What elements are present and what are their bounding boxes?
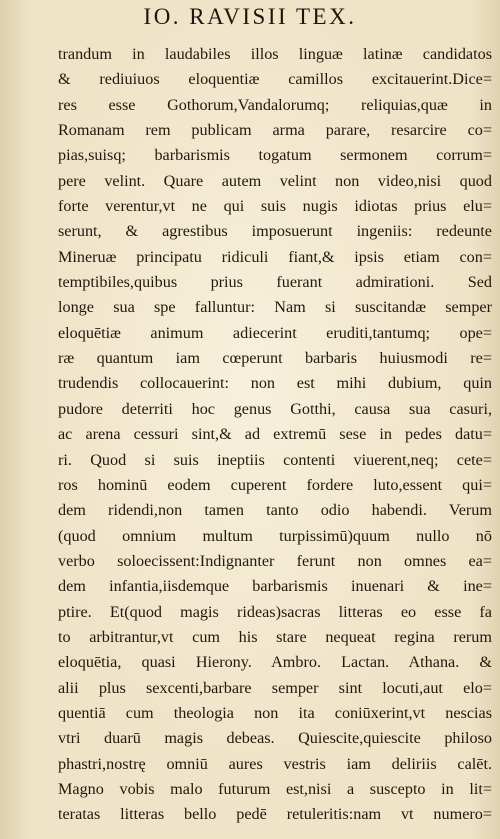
text-line: trandum in laudabiles illos linguæ latinæ candidatos <box>58 45 492 63</box>
text-line: forte verentur,vt ne qui suis nugis idiotas prius elu= <box>58 197 492 216</box>
text-line: res esse Gothorum,Vandalorumq; reliquias,quæ in <box>58 95 492 114</box>
text-line: eloquētiæ animum adiecerint eruditi,tantumq; ope= <box>58 323 492 342</box>
text-line: dem ridendi,non tamen tanto odio habendi. Verum <box>58 501 492 520</box>
text-line: pias,suisq; barbarismis togatum sermonem corrum= <box>58 146 492 165</box>
text-line: phastri,nostrę omniū aures vestris iam deliriis calēt. <box>58 754 492 773</box>
text-line: teratas litteras bello pedē retuleritis:nam vt numero= <box>58 805 492 824</box>
text-line: Romanam rem publicam arma parare, resarcire co= <box>58 121 492 140</box>
text-line: serunt, & agrestibus imposuerunt ingeniis: redeunte <box>58 222 492 241</box>
text-line: trudendis collocauerint: non est mihi dubium, quin <box>58 374 492 393</box>
text-line: pudore deterriti hoc genus Gotthi, causa sua casuri, <box>58 399 492 418</box>
text-line: Magno vobis malo futurum est,nisi a suscepto in lit= <box>58 779 492 798</box>
text-line: longe sua spe falluntur: Nam si suscitandæ semper <box>58 298 492 317</box>
text-line: ri. Quod si suis ineptiis contenti viuerent,neq; cete= <box>58 450 492 469</box>
text-line: ac arena cessuri sint,& ad extremū sese in pedes datu= <box>58 425 492 444</box>
text-line: ræ quantum iam cœperunt barbaris huiusmodi re= <box>58 349 492 368</box>
text-line: temptibiles,quibus prius fuerant admirationi. Sed <box>58 273 492 292</box>
text-line: & rediuiuos eloquentiæ camillos excitauerint.Dice= <box>58 70 492 89</box>
text-line: ptire. Et(quod magis rideas)sacras litteras eo esse fa <box>58 602 492 621</box>
text-line: to arbitrantur,vt cum his stare nequeat regina rerum <box>58 627 492 646</box>
running-head: IO. RAVISII TEX. <box>143 4 357 29</box>
body-text <box>58 42 492 828</box>
text-line: alii plus sexcenti,barbare semper sint locuti,aut elo= <box>58 678 492 697</box>
text-line: dem infantia,iisdemque barbarismis inuenari & ine= <box>58 577 492 596</box>
text-line: verbo soloecissent:Indignanter ferunt non omnes ea= <box>58 551 492 570</box>
text-line: quentiā cum theologia non ita coniūxerint,vt nescias <box>58 703 492 722</box>
text-line: eloquētia, quasi Hierony. Ambro. Lactan. Athana. & <box>58 653 492 672</box>
text-line: Mineruæ principatu ridiculi fiant,& ipsis etiam con= <box>58 247 492 266</box>
text-line: ros hominū eodem cuperent fordere luto,essent qui= <box>58 475 492 494</box>
text-line: pere velint. Quare autem velint non video,nisi quod <box>58 171 492 190</box>
text-line: vtri duarū magis debeas. Quiescite,quiescite philoso <box>58 729 492 748</box>
text-line: (quod omnium multum turpissimū)quum nullo nō <box>58 526 492 545</box>
